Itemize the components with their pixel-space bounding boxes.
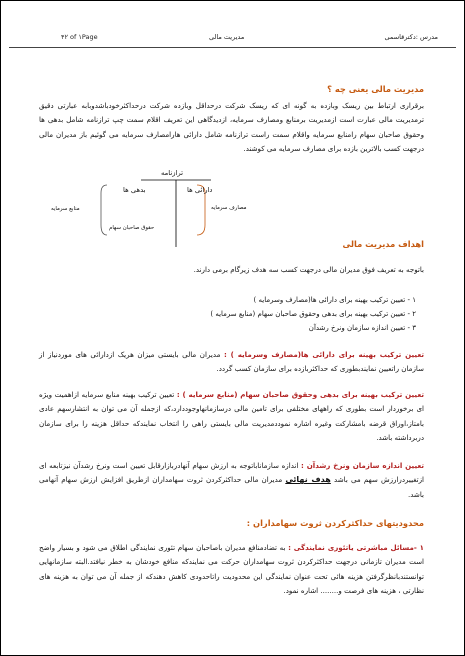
definition-paragraph: برقراری ارتباط بین ریسک وبازده به گونه ای که ریسک شرکت درحداقل وبازده شرکت درحداکثرخودباشدوبابه عبارتی دقیق ترمدیریت مالی عبارت است ازمدیریت برمنابع ومصارف سرمایه، ازدیدگاهی این تعریف اقلام سمت چپ ترازنامه شامل بدهی ها وحقوق صاحبان سهام رامنابع سرمایه واقلام سمت راست ترازنامه شامل دارائی هارامصارف سرمایه می گوئیم باز مدیران مالی درجهت کسب بالاترین بازده برای مصارف سرمایه می کوشند. (39, 101, 424, 154)
page-header (9, 33, 456, 45)
goal-item: ۳ - تعیین اندازه سازمان ونرخ رشدآن (308, 324, 416, 333)
assets-label: دارائی ها (187, 186, 213, 194)
page-number: ۴۲ of ۱Page (61, 33, 98, 41)
equity-label: حقوق صاحبان سهام (109, 225, 155, 231)
goal-item: ۱ - تعیین ترکیب بهینه برای دارائی ها(مصارف وسرمایه ) (253, 296, 416, 304)
header-course-title: مدیریت مالی (209, 33, 245, 41)
assets-mix-paragraph (39, 348, 424, 377)
financing-mix-paragraph (39, 388, 424, 446)
header-instructor: مدرس :دکترقاسمی (384, 33, 438, 41)
balance-sheet-lines (93, 169, 283, 251)
financing-mix-text: تعیین ترکیب بهینه منابع سرمایه ازاهمیت ویژه ای برخوردار است بطوری که راههای مختلفی برای تامین مالی درسازمانهاوجوددارد،که ازجمله آن می توان به انتشارسهم عادی بامتاز،اوراق قرضه بامشارکت وغیره اشاره نموددمدیریت مالی بایستی راهی را انتخاب نمایندکه حداقل هزینه را برای سازمان دربرداشته باشد. (39, 390, 424, 443)
uses-of-capital-label: مصارف سرمایه (211, 205, 247, 211)
section-heading-definition: مدیریت مالی یعنی چه ؟ (327, 84, 424, 94)
financing-mix-lead: تعیین ترکیب بهینه برای بدهی وحقوق صاحبان سهام (منابع سرمایه ) : (176, 390, 424, 399)
agency-text: به تضادمنافع مدیران باصاحبان سهام تئوری نمایندگی اطلاق می شود و بسیار واضح است مدیران تازمانی درجهت حداکثرکردن ثروت سهامداران حرکت می نمایندکه منافع خودشان به خطر نیافتد.البته سازمانهایی توانستندبانظرگرفتن هزینه هائی تحت عنوان نمایندگی این محدودیت راتاحدودی کاهش دهندکه از جمله آن می توان به هزینه های نظارتی ، هزینه های فرصت و........ اشاره نمود. (39, 543, 424, 596)
liabilities-label: بدهی ها (123, 186, 146, 194)
agency-paragraph (39, 541, 424, 599)
goals-list (210, 293, 416, 336)
agency-lead: ۱ -مسائل مباشرتی یاتئوری نمایندگی : (288, 543, 424, 552)
goals-intro: باتوجه به تعریف فوق مدیران مالی درجهت کسب سه هدف زیرگام برمی دارند. (193, 265, 424, 274)
section-heading-goals: اهداف مدیریت مالی (342, 239, 424, 249)
size-growth-lead: تعیین اندازه سازمان ونرخ رشدآن : (301, 461, 425, 470)
goal-item: ۲ - تعیین ترکیب بهینه برای بدهی وحقوق صاحبان سهام (منابع سرمایه ) (210, 310, 416, 319)
assets-mix-lead: تعیین ترکیب بهینه برای دارائی ها(مصارف وسرمایه ) : (224, 350, 424, 359)
sources-of-capital-label: منابع سرمایه (51, 206, 80, 212)
size-growth-text-2: مدیران مالی حداکثرکردن ثروت سهامداران ازطریق افزایش ارزش سهام آنهامی باشد. (39, 475, 424, 499)
header-divider (9, 47, 456, 48)
size-growth-text-1: اندازه سازماناباتوجه به ارزش سهام آنهادربازارقابل تعیین است ونرخ رشدآن نیزتابعه ای ازتغییردرارزش سهم می باشد (39, 461, 424, 485)
assets-mix-text: مدیران مالی بایستی میزان هریک ازدارائی های موردنیاز از سازمان راتعیین نمایندبطوری که حداکثربازده برای سازمان کسب گردد. (39, 350, 424, 374)
section-heading-constraints: محدودیتهای حداکثرکردن ثروت سهامداران : (246, 518, 424, 528)
balance-sheet-diagram (51, 169, 283, 251)
final-goal-highlight: هدف نهائی (285, 475, 331, 485)
size-growth-paragraph (39, 459, 424, 502)
balance-sheet-title: ترازنامه (161, 169, 184, 177)
